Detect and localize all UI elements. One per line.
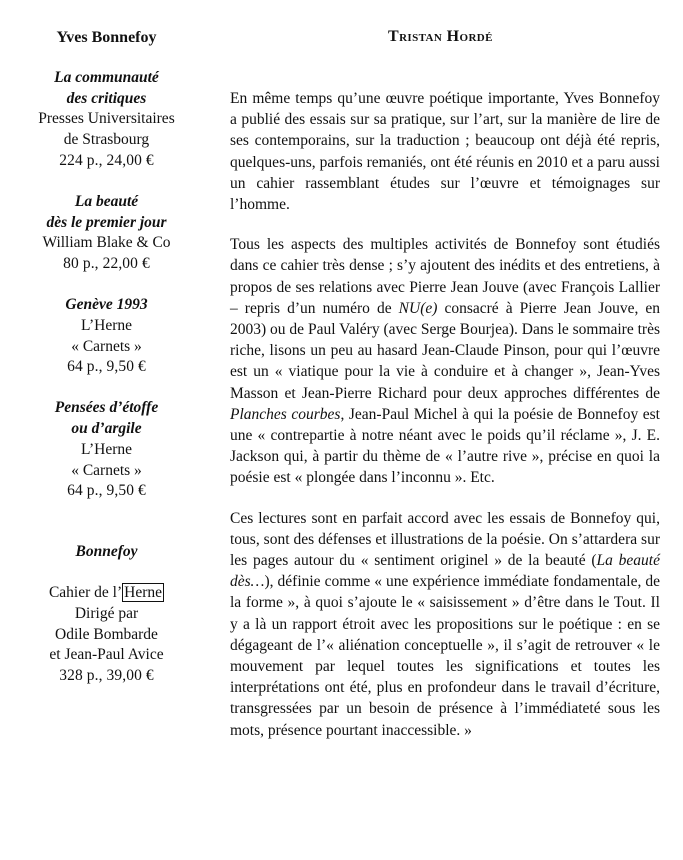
review-author-last: Hordé <box>446 28 493 45</box>
book-title: Genève 1993 <box>65 295 148 313</box>
publisher-prefix: Cahier de l’ <box>48 583 123 601</box>
book-title-ref: Planches courbes <box>230 405 341 423</box>
book-entry <box>8 295 205 378</box>
book-title: La beauté <box>74 192 139 210</box>
book-entry <box>8 542 205 687</box>
review-author <box>388 28 493 46</box>
review-author-first: Tristan <box>388 28 443 45</box>
book-publisher: Presses Universitaires <box>38 110 175 128</box>
book-title-ref: La beauté dès… <box>230 552 660 591</box>
text-run: Tous les aspects des multiples activités de Bonnefoy sont étudiés dans ce cahier très dense ; s’y ajoutent des inédits et des entretiens, à propos de ses relations avec Pierre Jean Jouve (avec François Lallier – repris d’un numéro de <box>230 236 660 317</box>
book-price: 224 p., 24,00 € <box>59 151 154 169</box>
book-editor: et Jean-Paul Avice <box>49 646 164 664</box>
text-run: , Jean-Paul Michel à qui la poésie de Bonnefoy est une « contrepartie à notre néant avec le poids qu’il réclame », J. E. Jackson qui, à partir du thème de « l’autre rive », précise en quoi la poésie est « plongée dans l’inconnu ». Etc. <box>230 405 660 487</box>
review-text <box>230 88 660 760</box>
book-sidebar <box>8 28 205 707</box>
book-collection: « Carnets » <box>71 461 142 479</box>
book-collection: « Carnets » <box>71 337 142 355</box>
book-entry <box>8 398 205 502</box>
book-publisher <box>8 583 205 604</box>
book-entry <box>8 192 205 275</box>
book-publisher: L’Herne <box>80 316 133 334</box>
review-paragraph: En même temps qu’une œuvre poétique importante, Yves Bonnefoy a publié des essais sur sa pratique, sur l’art, sur la manière de lire de ses contemporains, sur la traduction ; beaucoup ont déjà été repris, quelques-uns, parfois remaniés, ont été réunis en 2010 et a paru aussi un cahier rassemblant études sur l’œuvre et témoignages sur l’homme. <box>230 90 660 214</box>
book-title: des critiques <box>66 89 147 107</box>
review-paragraph <box>230 234 660 488</box>
book-title: La communauté <box>54 68 159 86</box>
sidebar-author: Yves Bonnefoy <box>56 29 157 46</box>
spacer <box>8 563 205 583</box>
book-editor: Odile Bombarde <box>55 625 158 643</box>
book-price: 328 p., 39,00 € <box>59 667 154 685</box>
book-title: Pensées d’étoffe <box>54 399 159 417</box>
text-run: Ces lectures sont en parfait accord avec les essais de Bonnefoy qui, tous, sont des défenses et illustrations de la poésie. On s’attardera sur les pages autour du « sentiment originel » de la beauté ( <box>230 509 660 570</box>
book-title: dès le premier jour <box>46 213 167 231</box>
text-run: consacré à Pierre Jean Jouve, en 2003) ou de Paul Valéry (avec Serge Bourjea). Dans le sommaire très riche, lisons un peu au hasard Jean-Claude Pinson, pour qui l’œuvre est un « viatique pour la vie à conduire et à changer », Jean-Yves Masson et Jean-Pierre Richard pour deux approches différentes de <box>230 299 661 402</box>
journal-title: NU(e) <box>398 299 438 317</box>
book-price: 64 p., 9,50 € <box>67 358 146 376</box>
review-paragraph <box>230 508 660 741</box>
book-entry <box>8 68 205 172</box>
book-title: Bonnefoy <box>75 543 138 561</box>
book-publisher: William Blake & Co <box>42 234 171 252</box>
book-price: 64 p., 9,50 € <box>67 482 146 500</box>
book-price: 80 p., 22,00 € <box>63 255 150 273</box>
book-publisher: L’Herne <box>80 440 133 458</box>
publisher-boxed-name: Herne <box>124 583 163 601</box>
book-editor-label: Dirigé par <box>74 604 139 622</box>
book-publisher: de Strasbourg <box>63 131 150 149</box>
book-title: ou d’argile <box>71 419 142 437</box>
text-run: ), définie comme « une expérience immédiate fondamentale, de la forme », à quoi s’ajoute le « saisissement » d’être dans le Tout. Il y a là un rapport étroit avec les propositions sur le poétique : en se dégageant de l’« aliénation conceptuelle », il s’agit de retrouver « le mouvement par lequel toutes les significations et toutes les interprétations ont été, plus en profondeur dans le travail d’écriture, transgressées par un besoin de présence à l’immédiateté sous les mots, présence pourtant inaccessible. » <box>230 573 660 739</box>
